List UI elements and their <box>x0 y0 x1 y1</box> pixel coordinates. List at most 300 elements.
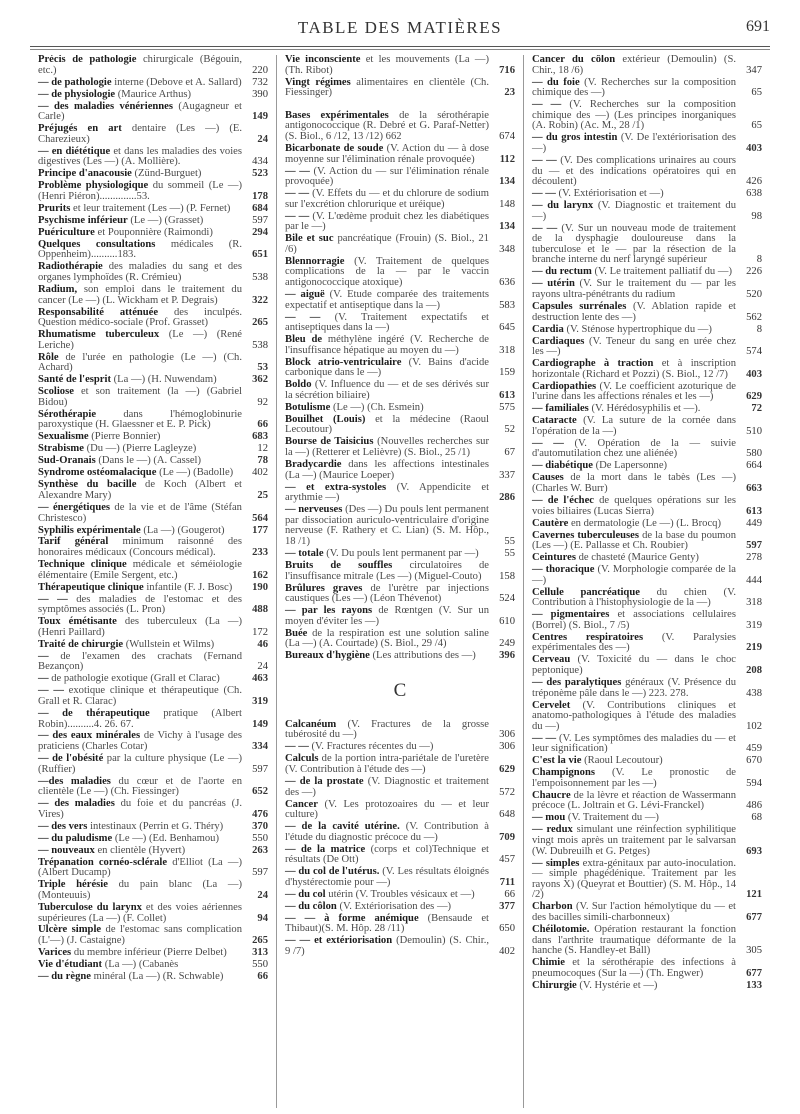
entry-page-number: 390 <box>252 88 268 100</box>
entry-page-number: 677 <box>746 911 762 923</box>
index-entry <box>38 55 268 76</box>
entry-term: Responsabilité atténuée <box>38 306 159 318</box>
index-entry <box>38 960 268 971</box>
index-entry <box>285 584 515 605</box>
entry-page-number: 663 <box>746 482 762 494</box>
index-entry <box>38 240 268 261</box>
entry-term: Psychisme inférieur <box>38 214 128 226</box>
entry-description: (V. Les protozoaires du — et leur culture) <box>285 798 490 821</box>
index-entry <box>532 925 762 957</box>
entry-description: (V. Toxicité du — dans le choc peptonique) <box>532 654 737 676</box>
entry-term: — — <box>532 732 557 744</box>
entry-page-number: 278 <box>746 552 762 564</box>
entry-term: Bourse de Taisicius <box>285 436 374 448</box>
entry-term: Bile et suc <box>285 233 334 245</box>
entry-term: — — <box>532 222 558 234</box>
index-entry <box>38 480 268 501</box>
entry-page-number: 426 <box>746 176 762 188</box>
entry-page-number: 562 <box>746 311 762 323</box>
index-entry <box>532 461 762 472</box>
index-entry <box>38 353 268 374</box>
index-entry <box>38 754 268 775</box>
entry-page-number: 319 <box>252 695 268 707</box>
entry-description: de quelques opérations sur les voies biliaires (Lucas Sierra) <box>532 494 736 517</box>
entry-term: Cardiaques <box>532 335 585 347</box>
entry-description: (V. Recherches sur la composition chimique des —) (Les principes inorganiques (A. Robin) (Ac. M., 28 /1) <box>532 99 736 132</box>
entry-page-number: 434 <box>252 156 268 168</box>
entry-page-number: 190 <box>252 581 268 593</box>
entry-description: et la médecine (Raoul Lecoutour) <box>285 413 489 436</box>
entry-term: Champignons <box>532 767 595 779</box>
entry-page-number: 648 <box>499 809 515 821</box>
entry-term: Santé de l'esprit <box>38 374 111 386</box>
index-entry <box>38 972 268 983</box>
entry-description: (V. Du pouls lent permanent par —) <box>326 547 479 559</box>
entry-description: généraux (V. Présence du tréponème pâle dans le —) 223. 278. <box>532 676 736 699</box>
index-entry <box>285 606 515 627</box>
entry-description: et des voies aériennes supérieures (La —) (F. Collet) <box>38 901 242 924</box>
index-entry <box>285 78 515 99</box>
entry-term: Bouilhet (Louis) <box>285 413 366 425</box>
entry-page-number: 362 <box>252 374 268 386</box>
entry-page-number: 347 <box>746 64 762 76</box>
entry-term: Cellule pancréatique <box>532 586 640 598</box>
entry-term: Traité de chirurgie <box>38 638 124 650</box>
entry-term: — pigmentaires <box>532 609 610 621</box>
entry-term: Tuberculose du larynx <box>38 901 142 913</box>
entry-description: et associations cellulaires (Borrel) (S. Biol., 7 /5) <box>532 609 736 631</box>
entry-page-number: 66 <box>257 971 268 983</box>
entry-description: (V. La suture de la cornée dans l'opération de la —) <box>532 415 736 437</box>
index-entry <box>285 720 515 741</box>
entry-description: (V. Action du — à dose moyenne sur l'élimination rénale provoquée) <box>285 142 489 165</box>
entry-page-number: 572 <box>499 786 515 798</box>
index-entry <box>38 834 268 845</box>
entry-page-number: 629 <box>746 391 762 403</box>
entry-page-number: 629 <box>499 764 515 775</box>
entry-term: — thoracique <box>532 564 595 576</box>
entry-description: minimum raisonné des honoraires médicaux (Concours médical). <box>38 536 242 559</box>
entry-description: (V. Contribution à l'étude du diagnostic précoce du —) <box>285 821 489 843</box>
index-entry <box>38 595 268 616</box>
entry-description: (Raoul Lecoutour) <box>584 755 663 767</box>
entry-term: Varices <box>38 947 72 959</box>
entry-page-number: 52 <box>504 424 515 436</box>
index-entry <box>285 483 515 504</box>
entry-page-number: 638 <box>746 188 762 200</box>
entry-page-number: 645 <box>499 322 515 334</box>
entry-description: de la lèvre et réaction de Wassermann précoce (L. Joltrain et G. Lévi-Franckel) <box>532 789 736 812</box>
index-entry <box>38 537 268 558</box>
entry-term: — — <box>532 154 557 166</box>
index-entry <box>532 531 762 552</box>
entry-description: du sommeil (Le —) (Henri Piéron)..............53. <box>38 180 242 202</box>
entry-description: du pain blanc (La —) (Monteuuis) <box>38 879 242 901</box>
entry-page-number: 684 <box>252 202 268 214</box>
entry-description: (La —) (Cabanès <box>104 959 179 971</box>
entry-page-number: 178 <box>252 190 268 202</box>
index-entry <box>532 588 762 609</box>
entry-term: Principe d'anacousie <box>38 168 132 180</box>
index-entry <box>38 799 268 820</box>
entry-page-number: 403 <box>746 142 762 154</box>
entry-description: intestinaux (Perrin et G. Théry) <box>90 820 224 832</box>
index-entry <box>532 655 762 676</box>
entry-term: — en diététique <box>38 145 111 157</box>
entry-term: Cardia <box>532 323 564 335</box>
entry-description: (V. Traitement de quelques complications de la — par le vaccin antigonococcique atoxique) <box>285 255 489 289</box>
entry-term: Rhumatisme tuberculeux <box>38 329 160 341</box>
entry-page-number: 133 <box>746 979 762 991</box>
index-entry <box>532 439 762 460</box>
index-entry <box>285 380 515 401</box>
running-title: TABLE DES MATIÈRES <box>297 18 503 37</box>
entry-description: et Pouponnière (Raimondi) <box>97 226 213 238</box>
index-entry <box>532 958 762 979</box>
entry-term: — <box>38 673 49 685</box>
entry-description: (V. Extériorisation et —) <box>558 188 664 200</box>
entry-page-number: 148 <box>499 198 515 210</box>
entry-page-number: 636 <box>499 277 515 289</box>
index-entry <box>38 526 268 537</box>
entry-page-number: 233 <box>252 547 268 559</box>
entry-description: pratique (Albert Robin)..........4. 26. 67. <box>38 707 242 730</box>
index-entry <box>532 473 762 494</box>
entry-page-number: 208 <box>746 665 762 676</box>
entry-description: de l'estomac sans complication (L'—) (J. Castaigne) <box>38 924 242 947</box>
entry-term: Puériculture <box>38 226 95 238</box>
index-entry <box>38 777 268 798</box>
index-entry <box>532 791 762 812</box>
entry-description: (V. Appendicite et arythmie —) <box>285 481 490 504</box>
entry-description: circulatoires de l'insuffisance mitrale (Les —) (Miguel-Couto) <box>285 559 489 582</box>
entry-page-number: 348 <box>499 243 515 255</box>
entry-term: — du col <box>285 888 326 900</box>
entry-page-number: 68 <box>751 812 762 824</box>
index-entry <box>38 456 268 467</box>
entry-term: — mou <box>532 812 566 824</box>
entry-page-number: 486 <box>746 800 762 812</box>
entry-term: Bruits de souffles <box>285 559 393 571</box>
entry-page-number: 46 <box>257 638 268 650</box>
index-entry <box>285 890 515 901</box>
entry-description: du cœur et de l'aorte en clientèle (Le —) (Ch. Fiessinger) <box>38 775 242 798</box>
entry-term: Vie inconsciente <box>285 55 361 65</box>
entry-page-number: 711 <box>499 876 515 888</box>
index-entry <box>532 678 762 699</box>
index-entry <box>285 902 515 913</box>
entry-term: Chéilotomie. <box>532 923 590 935</box>
index-entry <box>38 432 268 443</box>
entry-description: de chasteté (Maurice Genty) <box>578 552 699 564</box>
entry-term: — de la matrice <box>285 843 366 855</box>
index-entry <box>38 387 268 408</box>
entry-term: — aiguë <box>285 289 325 300</box>
entry-description: (V. Etude comparée des traitements expectatif et antiseptique dans la —) <box>285 289 490 311</box>
entry-term: Boldo <box>285 379 312 391</box>
entry-description: de l'examen des crachats (Fernand Bezançon) <box>38 650 242 673</box>
entry-page-number: 651 <box>252 249 268 261</box>
index-entry <box>38 686 268 707</box>
entry-page-number: 294 <box>252 226 268 238</box>
entry-description: en dermatologie (Le —) (L. Brocq) <box>570 517 721 529</box>
entry-description: de la portion intra-pariétale de l'uretère (V. Contribution à l'étude des —) <box>285 753 489 775</box>
index-entry <box>285 629 515 650</box>
entry-page-number: 550 <box>252 959 268 971</box>
entry-description: (V. Recherches sur la composition chimique des —) <box>532 76 736 99</box>
entry-page-number: 652 <box>252 786 268 798</box>
entry-description: (V. L'œdème produit chez les diabétiques par le —) <box>285 210 490 233</box>
entry-term: — de l'obésité <box>38 753 104 765</box>
entry-page-number: 597 <box>252 867 268 879</box>
index-entry <box>38 674 268 685</box>
entry-description: (V. Sténose hypertrophique du —) <box>566 323 712 335</box>
index-entry <box>285 144 515 165</box>
index-entry <box>532 496 762 517</box>
index-entry <box>285 415 515 436</box>
entry-page-number: 613 <box>499 389 515 401</box>
entry-term: — familiales <box>532 403 589 415</box>
entry-page-number: 457 <box>499 854 515 866</box>
index-entry <box>532 553 762 564</box>
entry-term: — par les rayons <box>285 605 373 617</box>
entry-description: de la respiration est une solution saline (La —) (A. Courtade) (S. Biol., 29 /4) <box>285 627 489 650</box>
index-entry <box>285 313 515 334</box>
index-entry <box>38 410 268 431</box>
entry-page-number: 159 <box>499 367 515 379</box>
entry-term: — redux <box>532 824 573 836</box>
entry-term: Chimie <box>532 957 565 969</box>
entry-description: du chien (V. Contribution à l'histophysiologie de la —) <box>532 586 737 609</box>
index-entry <box>285 867 515 888</box>
entry-page-number: 709 <box>499 831 515 843</box>
index-entry <box>285 936 515 957</box>
index-entry <box>38 181 268 202</box>
entry-description: médicales (R. Oppenheim)..........183. <box>38 238 242 261</box>
entry-page-number: 337 <box>499 469 515 481</box>
entry-description: (V. Des complications urinaires au cours du — et des indications opératoires qui en découlent) <box>532 154 736 188</box>
entry-page-number: 322 <box>252 294 268 306</box>
entry-page-number: 98 <box>751 210 762 222</box>
entry-term: Prurits <box>38 202 71 214</box>
index-entry <box>285 754 515 775</box>
entry-term: — nouveaux <box>38 844 95 856</box>
entry-description: (Wullstein et Wilms) <box>125 638 215 650</box>
entry-term: Quelques consultations <box>38 238 156 250</box>
index-entry <box>532 768 762 789</box>
entry-term: Cardiographe à traction <box>532 358 654 370</box>
entry-term: Chaucre <box>532 789 571 801</box>
entry-page-number: 66 <box>504 888 515 900</box>
entry-description: de Vichy à l'usage des praticiens (Charles Cotar) <box>38 730 242 753</box>
index-entry <box>532 734 762 755</box>
entry-description: (V. Action du — sur l'élimination rénale provoquée) <box>285 165 489 188</box>
entry-description: (V. Ablation rapide et destruction lente des —) <box>532 300 736 323</box>
entry-description: (La —) (H. Nuwendam) <box>113 374 217 386</box>
entry-description: et à inscription horizontale (Richard et Pozzi) (S. Biol., 12 /7) <box>532 358 737 380</box>
index-entry <box>532 78 762 99</box>
entry-page-number: 134 <box>499 221 515 233</box>
entry-page-number: 664 <box>746 460 762 472</box>
entry-description: exotique clinique et thérapeutique (Ch. Grall et R. Clarac) <box>38 685 242 707</box>
entry-term: Calculs <box>285 753 319 765</box>
entry-description: des inculpés. Question médico-sociale (Prof. Grasset) <box>38 306 242 329</box>
entry-page-number: 65 <box>751 120 762 132</box>
entry-page-number: 318 <box>746 597 762 609</box>
entry-description: (De Lapersonne) <box>595 460 668 472</box>
index-entry <box>38 822 268 833</box>
entry-description: simulant une réinfection syphilitique vingt mois après un traitement par le salvarsan (W. Dubreuilh et G. Petges) <box>532 824 737 857</box>
entry-term: — du col de l'utérus. <box>285 866 380 878</box>
entry-term: Cerveau <box>532 654 571 666</box>
index-entry <box>38 503 268 524</box>
entry-term: Technique clinique <box>38 559 127 571</box>
entry-description: (V. Les symptômes des maladies du — et leur signification) <box>532 732 737 755</box>
entry-description: (V. De l'extériorisation des —) <box>532 132 737 154</box>
entry-description: (La —) (Gougerot) <box>143 524 225 536</box>
entry-term: Vie d'étudiant <box>38 959 103 971</box>
entry-page-number: 463 <box>252 673 268 685</box>
entry-term: Chirurgie <box>532 979 577 991</box>
entry-description: (V. Diagnostic et traitement des —) <box>285 775 489 798</box>
index-entry <box>285 55 515 76</box>
entry-term: — du larynx <box>532 200 594 212</box>
index-entry <box>532 565 762 586</box>
entry-term: — diabétique <box>532 460 593 472</box>
entry-term: Buée <box>285 627 308 639</box>
entry-description: (V. Influence du — et de ses dérivés sur la sécrétion biliaire) <box>285 379 489 401</box>
entry-page-number: 158 <box>499 570 515 582</box>
entry-term: — — <box>38 685 64 697</box>
entry-page-number: 112 <box>499 153 515 165</box>
entry-term: Toux émétisante <box>38 616 117 628</box>
index-entry <box>532 133 762 154</box>
entry-term: — de physiologie <box>38 88 116 100</box>
index-entry <box>532 302 762 323</box>
entry-page-number: 24 <box>257 661 268 673</box>
entry-term: Blennorragie <box>285 255 345 267</box>
entry-term: Brûlures graves <box>285 582 363 594</box>
entry-description: de Rœntgen (V. Sur un moyen d'éviter les —) <box>285 605 489 627</box>
entry-description: de la base du poumon (Les —) (E. Pallasse et Ch. Roubier) <box>532 529 736 552</box>
entry-term: Précis de pathologie <box>38 55 137 65</box>
entry-description: du membre inférieur (Pierre Delbet) <box>73 947 227 959</box>
entry-page-number: 226 <box>746 266 762 278</box>
entry-description: (V. Sur l'action hémolytique du — et des bacilles simili-charbonneux) <box>532 901 736 923</box>
index-entry <box>532 156 762 188</box>
entry-description: de pathologie exotique (Grall et Clarac) <box>51 673 220 685</box>
index-entry <box>285 845 515 866</box>
entry-term: Syndrome ostéomalacique <box>38 467 157 479</box>
entry-term: Bureaux d'hygiène <box>285 650 370 662</box>
entry-page-number: 53 <box>257 362 268 374</box>
entry-term: Cervelet <box>532 699 571 711</box>
entry-description: (V. Effets du — et du chlorure de sodium sur l'excrétion chlorurique et uréique) <box>285 188 489 210</box>
entry-term: Radiothérapie <box>38 261 103 273</box>
entry-term: — des maladies <box>38 798 115 810</box>
index-entry <box>285 914 515 935</box>
index-entry <box>285 651 515 662</box>
entry-term: Cardiopathies <box>532 380 597 392</box>
entry-term: Préjugés en art <box>38 123 122 135</box>
index-entry <box>285 777 515 798</box>
entry-term: Sud-Oranais <box>38 455 96 467</box>
entry-page-number: 524 <box>499 593 515 605</box>
index-entry <box>532 633 762 654</box>
index-entry <box>38 330 268 351</box>
entry-page-number: 574 <box>746 346 762 358</box>
entry-term: — — <box>285 210 310 222</box>
entry-description: pancréatique (Frouin) (S. Biol., 21 /6) <box>285 233 489 255</box>
index-entry <box>38 375 268 386</box>
entry-page-number: 538 <box>252 271 268 283</box>
entry-term: Bleu de <box>285 334 323 346</box>
entry-term: Centres respiratoires <box>532 631 644 643</box>
index-entry <box>532 325 762 336</box>
entry-page-number: 476 <box>252 808 268 820</box>
entry-description: (V. Traitement du —) <box>567 812 659 824</box>
entry-term: Bases expérimentales <box>285 109 389 121</box>
index-entry <box>38 468 268 479</box>
entry-term: Charbon <box>532 901 573 913</box>
entry-description: dans l'hémoglobinurie paroxystique (H. Glaessner et E. P. Pick) <box>38 408 242 431</box>
entry-page-number: 102 <box>746 720 762 732</box>
entry-page-number: 459 <box>746 743 762 755</box>
entry-description: (V. Contributions cliniques et anatomo-pathologiques à l'étude des maladies du —) <box>532 699 736 732</box>
entry-description: (Le —) (Ed. Benhamou) <box>114 832 219 844</box>
index-entry <box>532 201 762 222</box>
entry-page-number: 134 <box>499 176 515 188</box>
index-entry <box>532 859 762 901</box>
index-entry <box>38 903 268 924</box>
entry-description: (Zünd-Burguet) <box>134 168 202 180</box>
entry-description: de Koch (Albert et Alexandre Mary) <box>38 479 242 501</box>
index-entry <box>38 444 268 455</box>
entry-page-number: 319 <box>746 619 762 631</box>
entry-term: Cautère <box>532 517 569 529</box>
index-column-3 <box>523 55 770 1108</box>
entry-page-number: 306 <box>499 741 515 753</box>
index-entry <box>285 437 515 458</box>
entry-description: et leur traitement (Les —) (P. Fernet) <box>73 202 231 214</box>
entry-description: (Le —) (Grasset) <box>130 214 204 226</box>
entry-term: — — <box>285 188 310 200</box>
entry-term: Strabisme <box>38 443 84 455</box>
entry-page-number: 172 <box>252 626 268 638</box>
index-entry <box>285 403 515 414</box>
index-entry <box>532 825 762 857</box>
index-entry <box>285 505 515 547</box>
index-entry <box>285 290 515 311</box>
entry-term: — — <box>285 741 309 753</box>
entry-term: — de la cavité utérine. <box>285 821 400 833</box>
entry-description: (V. Bains d'acide carbonique dans le —) <box>285 356 489 379</box>
entry-description: (V. Hystérie et —) <box>579 979 658 991</box>
index-entry <box>532 100 762 132</box>
index-entry <box>532 981 762 992</box>
index-entry <box>38 846 268 857</box>
entry-description: son emploi dans le traitement du cancer (Le —) (L. Wickham et P. Degrais) <box>38 283 242 306</box>
entry-description: (V. Teneur du sang en urée chez les —) <box>532 335 736 358</box>
entry-description: chirurgicale (Bégouin, etc.) <box>38 55 242 76</box>
entry-page-number: 265 <box>252 317 268 329</box>
index-entry <box>38 617 268 638</box>
entry-page-number: 402 <box>499 946 515 958</box>
entry-page-number: 550 <box>252 832 268 844</box>
entry-description: (Dans le —) (A. Cassel) <box>98 455 202 467</box>
entry-description: (corps et col)Technique et résultats (De Ott) <box>285 843 489 866</box>
entry-description: (Le —) (Badolle) <box>159 467 234 479</box>
